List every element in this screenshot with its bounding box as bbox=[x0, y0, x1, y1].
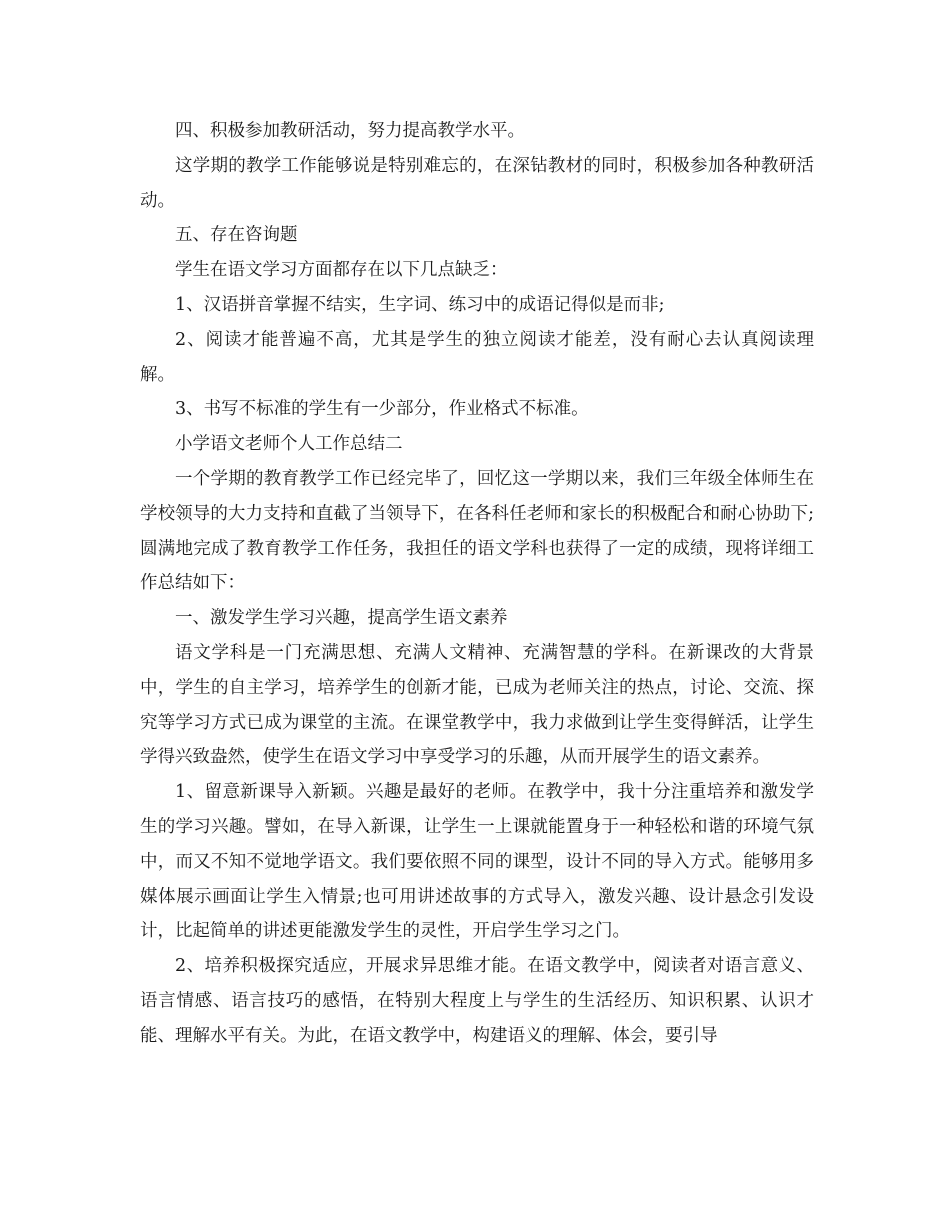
paragraph: 1、留意新课导入新颖。兴趣是最好的老师。在教学中，我十分注重培养和激发学生的学习兴趣。譬如，在导入新课，让学生一上课就能置身于一种轻松和谐的环境气氛中，而又不知不觉地学语文。我们要依照不同的课型，设计不同的导入方式。能够用多媒体展示画面让学生入情景;也可用讲述故事的方式导入，激发兴趣、设计悬念引发设计，比起简单的讲述更能激发学生的灵性，开启学生学习之门。 bbox=[140, 782, 814, 942]
document-subtitle: 小学语文老师个人工作总结二 bbox=[175, 434, 403, 455]
section-heading-5: 五、存在咨询题 bbox=[175, 225, 298, 246]
paragraph: 语文学科是一门充满思想、充满人文精神、充满智慧的学科。在新课改的大背景中，学生的自主学习，培养学生的创新才能，已成为老师关注的热点，讨论、交流、探究等学习方式已成为课堂的主流。在课堂教学中，我力求做到让学生变得鲜活，让学生学得兴致盎然，使学生在语文学习中享受学习的乐趣，从而开展学生的语文素养。 bbox=[140, 642, 814, 768]
paragraph: 一个学期的教育教学工作已经完毕了，回忆这一学期以来，我们三年级全体师生在学校领导的大力支持和直截了当领导下，在各科任老师和家长的积极配合和耐心协助下;圆满地完成了教育教学工作任务，我担任的语文学科也获得了一定的成绩，现将详细工作总结如下： bbox=[140, 468, 814, 594]
list-item-3: 3、书写不标准的学生有一少部分，作业格式不标准。 bbox=[175, 399, 589, 420]
section-heading-4: 四、积极参加教研活动，努力提高教学水平。 bbox=[175, 121, 525, 141]
paragraph: 2、培养积极探究适应，开展求异思维才能。在语文教学中，阅读者对语言意义、语言情感、语言技巧的感悟，在特别大程度上与学生的生活经历、知识积累、认识才能、理解水平有关。为此，在语文教学中，构建语义的理解、体会，要引导 bbox=[140, 956, 814, 1046]
paragraph: 学生在语文学习方面都存在以下几点缺乏： bbox=[175, 260, 508, 281]
list-item-2: 2、阅读才能普遍不高，尤其是学生的独立阅读才能差，没有耐心去认真阅读理解。 bbox=[140, 329, 814, 385]
section-heading-1: 一、激发学生学习兴趣，提高学生语文素养 bbox=[175, 608, 508, 629]
document-body bbox=[140, 114, 814, 1054]
paragraph: 这学期的教学工作能够说是特别难忘的，在深钻教材的同时，积极参加各种教研活动。 bbox=[140, 155, 814, 211]
list-item-1: 1、汉语拼音掌握不结实，生字词、练习中的成语记得似是而非; bbox=[175, 294, 665, 315]
